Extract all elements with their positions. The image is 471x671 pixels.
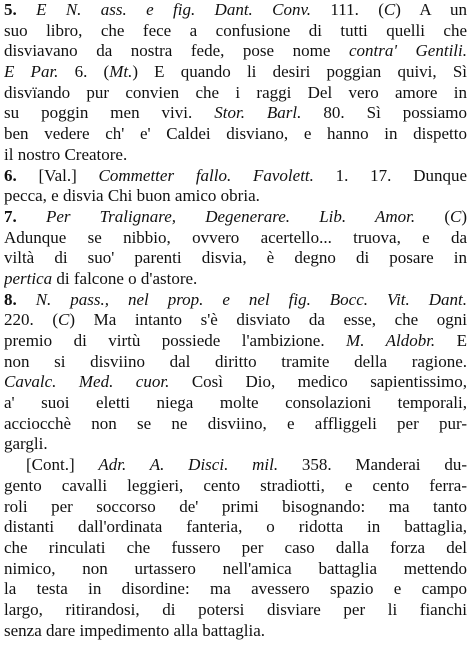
text-line xyxy=(4,455,467,476)
citation-italic: E N. ass. e fig. Dant. Conv. xyxy=(36,0,312,19)
text-segment: suo libro, che fece a confusione di tutti quelli che xyxy=(4,20,467,40)
text-line xyxy=(4,559,467,580)
text-segment xyxy=(17,0,36,19)
text-line xyxy=(4,62,467,83)
text-line xyxy=(4,41,467,62)
text-segment: Adunque se nibbio, ovvero acertello... truova, e da xyxy=(4,227,467,247)
text-line xyxy=(4,476,467,497)
text-segment: 358. Manderai du- xyxy=(278,455,467,475)
text-segment: non si disviino dal diritto tramite della ragione. xyxy=(4,351,467,371)
text-segment: gento cavalli leggieri, cento stradiotti, e cento ferra- xyxy=(4,475,467,495)
text-segment: la testa in disordine: ma avessero spazio e campo xyxy=(4,579,467,599)
citation-italic: M. Aldobr. xyxy=(346,331,436,350)
text-segment: gargli. xyxy=(4,434,48,454)
text-line xyxy=(4,186,467,207)
text-line xyxy=(4,538,467,559)
text-line xyxy=(4,269,467,290)
citation-italic: Mt. xyxy=(109,62,133,82)
text-segment: roli per soccorso de' primi bisognando: ma tanto xyxy=(4,496,467,516)
text-line xyxy=(4,393,467,414)
text-segment: premio di virtù possiede l'ambizione. xyxy=(4,331,347,350)
text-segment: il nostro Creatore. xyxy=(4,144,128,164)
text-line xyxy=(4,621,467,642)
text-segment: 1. 17. Dunque xyxy=(313,165,467,185)
text-segment: pecca, e disvia Chi buon amico obria. xyxy=(4,186,260,206)
citation-italic: C xyxy=(58,310,70,330)
text-line xyxy=(4,310,467,331)
text-segment: 6. ( xyxy=(58,62,110,82)
citation-italic: contra' Gentili. xyxy=(348,41,467,61)
text-segment: 220. ( xyxy=(4,310,58,330)
text-segment: senza dare impedimento alla battaglia. xyxy=(4,620,266,640)
text-line xyxy=(4,414,467,435)
text-line xyxy=(4,228,467,249)
text-line xyxy=(4,434,467,455)
text-segment: ) E quando li desiri poggian quivi, Sì xyxy=(132,62,467,82)
citation-italic: Stor. Barl. xyxy=(214,103,302,123)
text-segment xyxy=(17,290,36,309)
text-segment: ben vedere ch' e' Caldei disviano, e hanno in dispetto xyxy=(4,124,467,144)
text-line xyxy=(4,166,467,187)
text-segment: nimico, non urtassero nell'amica battaglia mettendo xyxy=(4,558,467,578)
text-segment: 80. Sì possiamo xyxy=(301,103,467,123)
citation-italic: Adr. A. Disci. mil. xyxy=(98,455,279,475)
citation-italic: Per Tralignare, Degenerare. Lib. Amor. xyxy=(45,206,416,226)
text-line xyxy=(4,517,467,538)
text-segment: largo, ritirandosi, di potersi disviare per li fianchi xyxy=(4,599,467,619)
text-segment: disviavano da nostra fede, pose nome xyxy=(4,41,349,61)
text-line xyxy=(4,331,467,352)
text-segment: distanti dall'ordinata fanteria, o ridotta in battaglia, xyxy=(4,517,467,537)
citation-italic: Commetter fallo. Favolett. xyxy=(98,165,314,185)
text-segment: viltà di suo' parenti disvia, è degno di posare in xyxy=(4,248,467,268)
sense-number: 7. xyxy=(4,206,17,226)
text-segment: E xyxy=(435,331,467,350)
text-line xyxy=(4,207,467,228)
text-segment: disvïando pur convien che i raggi Del vero amore in xyxy=(4,82,467,102)
text-segment: ) A un xyxy=(395,0,467,19)
text-segment: [Val.] xyxy=(16,165,99,185)
sense-number: 5. xyxy=(4,0,17,19)
text-line xyxy=(4,248,467,269)
text-line xyxy=(4,352,467,373)
citation-italic: N. pass., nel prop. e nel fig. Bocc. Vit. Dant. xyxy=(35,289,467,309)
text-line xyxy=(4,600,467,621)
text-segment: ) xyxy=(461,206,467,226)
text-segment: che rinculati che fussero per caso dalla forza del xyxy=(4,537,467,557)
text-line xyxy=(4,579,467,600)
citation-italic: C xyxy=(383,0,396,19)
text-line xyxy=(4,103,467,124)
text-segment: ) Ma intanto s'è disviato da esse, che ogni xyxy=(69,310,467,330)
citation-italic: Cavalc. Med. cuor. xyxy=(4,372,170,392)
text-segment: a' suoi eletti niega molte consolazioni temporali, xyxy=(4,393,467,413)
text-segment: su poggin men vivi. xyxy=(4,103,215,123)
text-segment xyxy=(17,207,46,226)
dictionary-entry-text xyxy=(4,0,467,641)
text-line xyxy=(4,83,467,104)
citation-italic: pertica xyxy=(4,268,53,288)
text-line xyxy=(4,0,467,21)
text-line xyxy=(4,497,467,518)
text-segment: acciocchè non se ne disviino, e affliggeli per pur- xyxy=(4,413,467,433)
text-segment: [Cont.] xyxy=(26,455,99,475)
text-line xyxy=(4,21,467,42)
text-segment: di falcone o d'astore. xyxy=(52,268,198,288)
text-segment: 111. ( xyxy=(311,0,384,19)
sense-number: 6. xyxy=(4,165,17,185)
text-line xyxy=(4,145,467,166)
text-line xyxy=(4,124,467,145)
citation-italic: C xyxy=(449,206,462,226)
text-line xyxy=(4,290,467,311)
citation-italic: E Par. xyxy=(4,62,59,82)
text-line xyxy=(4,372,467,393)
text-segment: Così Dio, medico sapientissimo, xyxy=(169,372,467,392)
text-segment: ( xyxy=(415,206,450,226)
sense-number: 8. xyxy=(4,289,17,309)
